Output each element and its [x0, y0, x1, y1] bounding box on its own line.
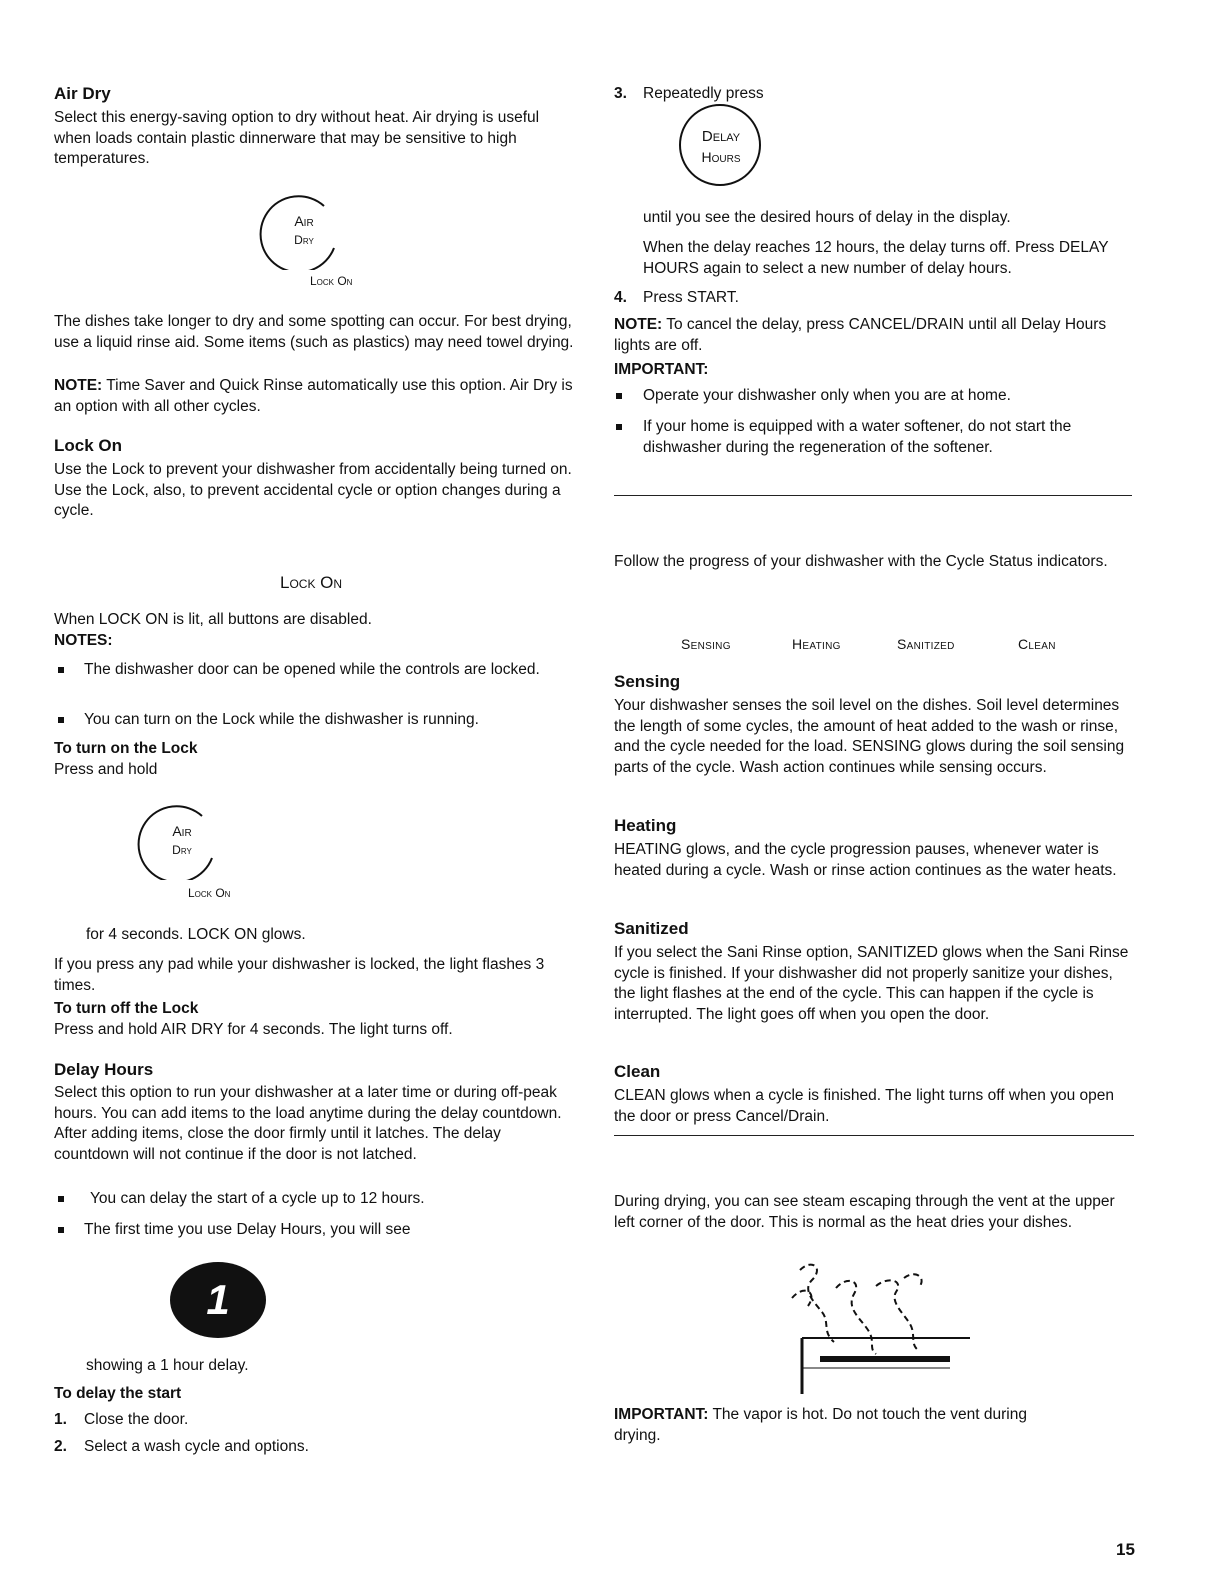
- delay-hours-bullet-2: The first time you use Delay Hours, you will see: [84, 1221, 411, 1238]
- bullet-icon: [58, 1227, 64, 1233]
- delay-display-caption: showing a 1 hour delay.: [86, 1357, 249, 1374]
- bullet-icon: [616, 424, 622, 430]
- delay-hours-intro: Select this option to run your dishwasher at a later time or during off-peak hours. You can add items to the load anytime during the delay countdown. After adding items, close the door firmly until it latches. The delay countdown will not continue if the door is not latched.: [54, 1084, 562, 1163]
- air-dry-lock-on-indicator: Lock On: [310, 274, 353, 288]
- sanitized-heading: Sanitized: [614, 919, 689, 938]
- delay-hours-button-line2: Hours: [701, 149, 741, 165]
- vent-intro: During drying, you can see steam escaping through the vent at the upper left corner of the door. This is normal as the heat dries your dishes.: [614, 1193, 1115, 1231]
- delay-hours-button-outline-icon: [674, 104, 774, 188]
- delay-step-2-text: Select a wash cycle and options.: [84, 1438, 309, 1455]
- vent-important-text: The vapor is hot. Do not touch the vent during drying.: [614, 1406, 1027, 1444]
- bullet-icon: [58, 667, 64, 673]
- step-4-number: 4.: [614, 289, 627, 306]
- delay-display: 1: [170, 1262, 266, 1338]
- section-divider: [614, 1135, 1134, 1136]
- air-dry-button: [256, 190, 356, 270]
- delay-hours-button: [674, 104, 774, 188]
- lock-on-bullet-1: The dishwasher door can be opened while the controls are locked.: [84, 661, 540, 678]
- step-3-after: until you see the desired hours of delay in the display.: [643, 209, 1011, 226]
- sensing-heading: Sensing: [614, 672, 681, 691]
- clean-heading: Clean: [614, 1062, 661, 1081]
- air-dry-button-line2: Dry: [294, 233, 314, 247]
- air-dry-button: [134, 800, 234, 880]
- delay-note-label: NOTE:: [614, 316, 663, 333]
- delay-step-1: [54, 1410, 67, 1431]
- lock-on-intro: Use the Lock to prevent your dishwasher from accidentally being turned on. Use the Lock, also, to prevent accidental cycle or option changes during a cycle.: [54, 461, 572, 519]
- turn-off-lock-heading: To turn off the Lock: [54, 1000, 199, 1017]
- delay-note: [614, 315, 1134, 356]
- turn-on-lock-heading: To turn on the Lock: [54, 740, 198, 757]
- delay-step-1-text: Close the door.: [84, 1411, 189, 1428]
- air-dry-button-line1: Air: [172, 823, 192, 839]
- section-divider: [614, 495, 1132, 496]
- status-heating-label: Heating: [792, 636, 841, 652]
- delay-step-2: [54, 1437, 67, 1458]
- bullet-icon: [58, 717, 64, 723]
- important-label: IMPORTANT:: [614, 361, 709, 378]
- vent-important: [614, 1405, 1074, 1446]
- turn-on-lock-text: Press and hold: [54, 761, 158, 778]
- air-dry-note: [54, 376, 574, 417]
- delay-hours-heading: Delay Hours: [54, 1060, 154, 1079]
- lock-on-notes-label: NOTES:: [54, 632, 113, 649]
- delay-start-heading: To delay the start: [54, 1385, 182, 1402]
- air-dry-heading: Air Dry: [54, 84, 111, 103]
- step-3-text: Repeatedly press: [643, 85, 764, 102]
- lock-on-heading: Lock On: [54, 436, 123, 455]
- clean-text: CLEAN glows when a cycle is finished. The light turns off when you open the door or press Cancel/Drain.: [614, 1087, 1115, 1125]
- delay-hours-bullet-1: You can delay the start of a cycle up to 12 hours.: [90, 1190, 425, 1207]
- step-4-text: Press START.: [643, 289, 739, 306]
- air-dry-note-label: NOTE:: [54, 377, 103, 394]
- air-dry-button-outline-icon: [134, 800, 234, 880]
- vent-important-label: IMPORTANT:: [614, 1406, 709, 1423]
- delay-step-2-number: 2.: [54, 1438, 67, 1455]
- step-3-more: When the delay reaches 12 hours, the delay turns off. Press DELAY HOURS again to select a new number of delay hours.: [643, 239, 1109, 277]
- air-dry-button-line2: Dry: [172, 843, 192, 857]
- lock-on-after-button: for 4 seconds. LOCK ON glows.: [86, 926, 306, 943]
- heating-text: HEATING glows, and the cycle progression pauses, whenever water is heated during a cycle. Wash or rinse action continues as the water heats.: [614, 841, 1117, 879]
- status-clean-label: Clean: [1018, 636, 1056, 652]
- status-sanitized-label: Sanitized: [897, 636, 955, 652]
- lock-on-indicator: Lock On: [280, 573, 343, 592]
- turn-off-lock-text: Press and hold AIR DRY for 4 seconds. The light turns off.: [54, 1021, 453, 1038]
- bullet-icon: [58, 1196, 64, 1202]
- sensing-text: Your dishwasher senses the soil level on the dishes. Soil level determines the length of some cycles, the amount of heat added to the wash or rinse, and the cycle needed for the load. SENSING glows during the soil sensing parts of the cycle. Wash action continues while sensing occurs.: [614, 697, 1125, 776]
- lock-on-bullet-2: You can turn on the Lock while the dishwasher is running.: [84, 711, 479, 728]
- cycle-status-intro: Follow the progress of your dishwasher with the Cycle Status indicators.: [614, 553, 1108, 570]
- lock-on-locked-text: If you press any pad while your dishwasher is locked, the light flashes 3 times.: [54, 956, 545, 994]
- delay-step-1-number: 1.: [54, 1411, 67, 1428]
- page-number: 15: [1116, 1540, 1135, 1559]
- important-bullet-2: If your home is equipped with a water softener, do not start the dishwasher during the regeneration of the softener.: [643, 418, 1072, 456]
- heating-heading: Heating: [614, 816, 677, 835]
- air-dry-button-line1: Air: [294, 213, 314, 229]
- lock-on-lit-text: When LOCK ON is lit, all buttons are disabled.: [54, 611, 372, 628]
- step-3-number: 3.: [614, 85, 627, 102]
- air-dry-body: The dishes take longer to dry and some spotting can occur. For best drying, use a liquid rinse aid. Some items (such as plastics) may need towel drying.: [54, 313, 574, 351]
- delay-hours-button-line1: Delay: [701, 128, 741, 145]
- steam-vent-icon: [780, 1258, 980, 1394]
- sanitized-text: If you select the Sani Rinse option, SANITIZED glows when the Sani Rinse cycle is finished. If your dishwasher did not properly sanitize your dishes, the light flashes at the end of the cycle. This can happen if the cycle is interrupted. The light goes off when you open the door.: [614, 944, 1129, 1023]
- bullet-icon: [616, 393, 622, 399]
- important-bullet-1: Operate your dishwasher only when you are at home.: [643, 387, 1011, 404]
- air-dry-intro: Select this energy-saving option to dry without heat. Air drying is useful when loads contain plastic dinnerware that may be sensitive to high temperatures.: [54, 109, 540, 167]
- delay-note-text: To cancel the delay, press CANCEL/DRAIN until all Delay Hours lights are off.: [614, 316, 1107, 354]
- air-dry-lock-on-indicator: Lock On: [188, 886, 231, 900]
- air-dry-note-text: Time Saver and Quick Rinse automatically use this option. Air Dry is an option with all other cycles.: [54, 377, 573, 415]
- air-dry-button-outline-icon: [256, 190, 356, 270]
- status-sensing-label: Sensing: [681, 636, 731, 652]
